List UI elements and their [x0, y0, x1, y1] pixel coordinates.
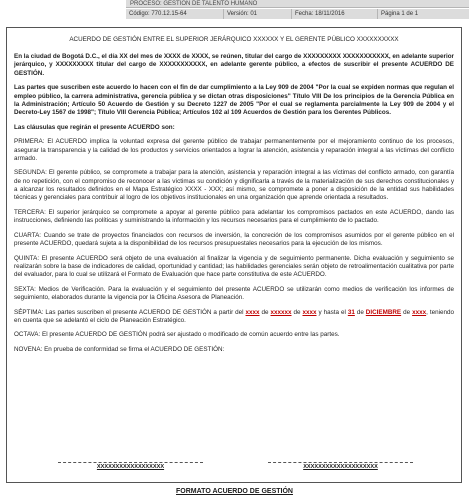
signature-right: [268, 462, 413, 474]
clause-primera: PRIMERA: El ACUERDO implica la voluntad expresa del gerente público de trabajar permanentemente por el mejoramiento continuo de los procesos, asegurar la transparencia y la calidad de los productos y servicios orientados a lograr la atención, asistencia y reparación integral a las víctimas del conflicto armado.: [14, 138, 454, 162]
clause-cuarta: CUARTA: Cuando se trate de proyectos financiados con recursos de inversión, la concreción de los compromisos asumidos por el gerente público en el presente ACUERDO, quedará sujeta a la disponibilidad de los recursos presupuestales necesarios para la ejecución de los mismos.: [14, 231, 454, 247]
septima-month-start: xxxxxx: [270, 308, 292, 316]
septima-text: SÉPTIMA: Las partes suscriben el presente ACUERDO DE GESTIÓN a partir del: [14, 308, 246, 316]
septima-year-end: xxxx: [412, 308, 427, 316]
clauses-intro: [14, 124, 454, 132]
header-code: Código: 770.12.15-64: [126, 9, 224, 19]
header-page: Página 1 de 1: [381, 11, 419, 17]
header-date: Fecha: 18/11/2016: [292, 9, 378, 19]
document-body: [14, 36, 454, 361]
signature-left: [58, 462, 203, 474]
septima-text: de: [259, 308, 271, 316]
footer-title: FORMATO ACUERDO DE GESTIÓN: [176, 488, 293, 495]
header-meta-row: [126, 9, 469, 19]
clause-octava: OCTAVA: El presente ACUERDO DE GESTIÓN podrá ser ajustado o modificado de común acuerdo entre las partes.: [14, 331, 340, 339]
clause-quinta: QUINTA: El presente ACUERDO será objeto de una evaluación al finalizar la vigencia y de seguimiento permanente. Dicha evaluación y seguimiento se realizarán sobre la base de indicadores de calidad, oportunidad y cantidad; las habilidades gerenciales serán objeto de retroalimentación cualitativa por parte del evaluador, para lo cual se utilizará el Formato de Evaluación que hace parte constitutiva de este ACUERDO.: [14, 254, 454, 278]
signature-line: [268, 462, 413, 463]
septima-text: de: [354, 308, 366, 316]
signature-line: [58, 462, 203, 463]
clause-sexta: SEXTA: Medios de Verificación. Para la evaluación y el seguimiento del presente ACUERDO se utilizarán como medios de verificación los informes de seguimiento, elaborados durante la vigencia por la Oficina Asesora de Planeación.: [14, 285, 454, 301]
septima-day-end: 31: [347, 308, 355, 316]
septima-text: de: [401, 308, 413, 316]
septima-day-start: xxxx: [245, 308, 260, 316]
septima-text: , teniendo en cuenta que se adelantó el ciclo de Planeación Estratégico.: [14, 308, 454, 324]
septima-year-start: xxxx: [302, 308, 317, 316]
document-title: ACUERDO DE GESTIÓN ENTRE EL SUPERIOR JERÁRQUICO XXXXXX Y EL GERENTE PÚBLICO XXXXXXXXXX: [69, 36, 399, 43]
signature-left-name: XXXXXXXXXXXXXXXXXX: [96, 464, 165, 470]
clause-septima: [14, 309, 454, 325]
clause-segunda: SEGUNDA: El gerente público, se compromete a trabajar para la atención, asistencia y reparación integral a las víctimas del conflicto armado, con garantía de no repetición, con el compromiso de reconocer a las víctimas su condición y dignificarla a través de la materialización de sus derechos constitucionales y a alcanzar los resultados definidos en el Mapa Estratégico XXXX - XXX; así mismo, se compromete a poner a disposición de la entidad sus habilidades técnicas y gerenciales para contribuir al logro de los objetivos institucionales en una organización que aprende orientada a resultados.: [14, 169, 454, 202]
header-process: PROCESO: GESTIÓN DE TALENTO HUMANO: [126, 0, 469, 8]
septima-text: y hasta el: [316, 308, 348, 316]
clause-tercera: TERCERA: El superior jerárquico se compromete a apoyar al gerente público para adelantar los compromisos pactados en este ACUERDO, dando las instrucciones, definiendo las políticas y suministrando la información y los recursos necesarios para el cumplimiento de lo pactado.: [14, 208, 454, 224]
signature-right-name: XXXXXXXXXXXXXXXXXXXX: [303, 464, 378, 470]
legal-text: Las partes que suscriben este acuerdo lo hacen con el fin de dar cumplimiento a la Ley 909 de 2004 "Por la cual se expiden normas que regulan el empleo público, la carrera administrativa, gerencia pública y se dictan otras disposiciones" Título VIII De los principios de la Gerencia Pública en la Administración; Artículo 50 Acuerdo de Gestión y su Decreto 1227 de 2005 "Por el cual se reglamenta parcialmente la Ley 909 de 2004 y el Decreto-Ley 1567 de 1998"; Título VIII Gerencia Pública; Artículos 102 al 109 Acuerdos de Gestión para los Gerentes Públicos.: [14, 84, 454, 116]
clause-novena: NOVENA: En prueba de conformidad se firma el ACUERDO DE GESTIÓN:: [14, 346, 225, 354]
clauses-intro-text: Las cláusulas que regirán el presente ACUERDO son:: [14, 123, 175, 131]
intro-text: En la ciudad de Bogotá D.C., el día XX del mes de XXXX de XXXX, se reúnen, titular del cargo de XXXXXXXXX XXXXXXXXXXX, en adelante superior jerárquico, y XXXXXXXXX titular del cargo de XXXXXXXXXXX, en adelante gerente público, a efectos de suscribir el presente ACUERDO DE GESTIÓN.: [14, 53, 454, 77]
septima-month-end: DICIEMBRE: [365, 308, 402, 316]
header-version: Versión: 01: [224, 9, 292, 19]
legal-paragraph: [14, 84, 454, 117]
intro-paragraph: [14, 53, 454, 78]
septima-text: de: [291, 308, 303, 316]
